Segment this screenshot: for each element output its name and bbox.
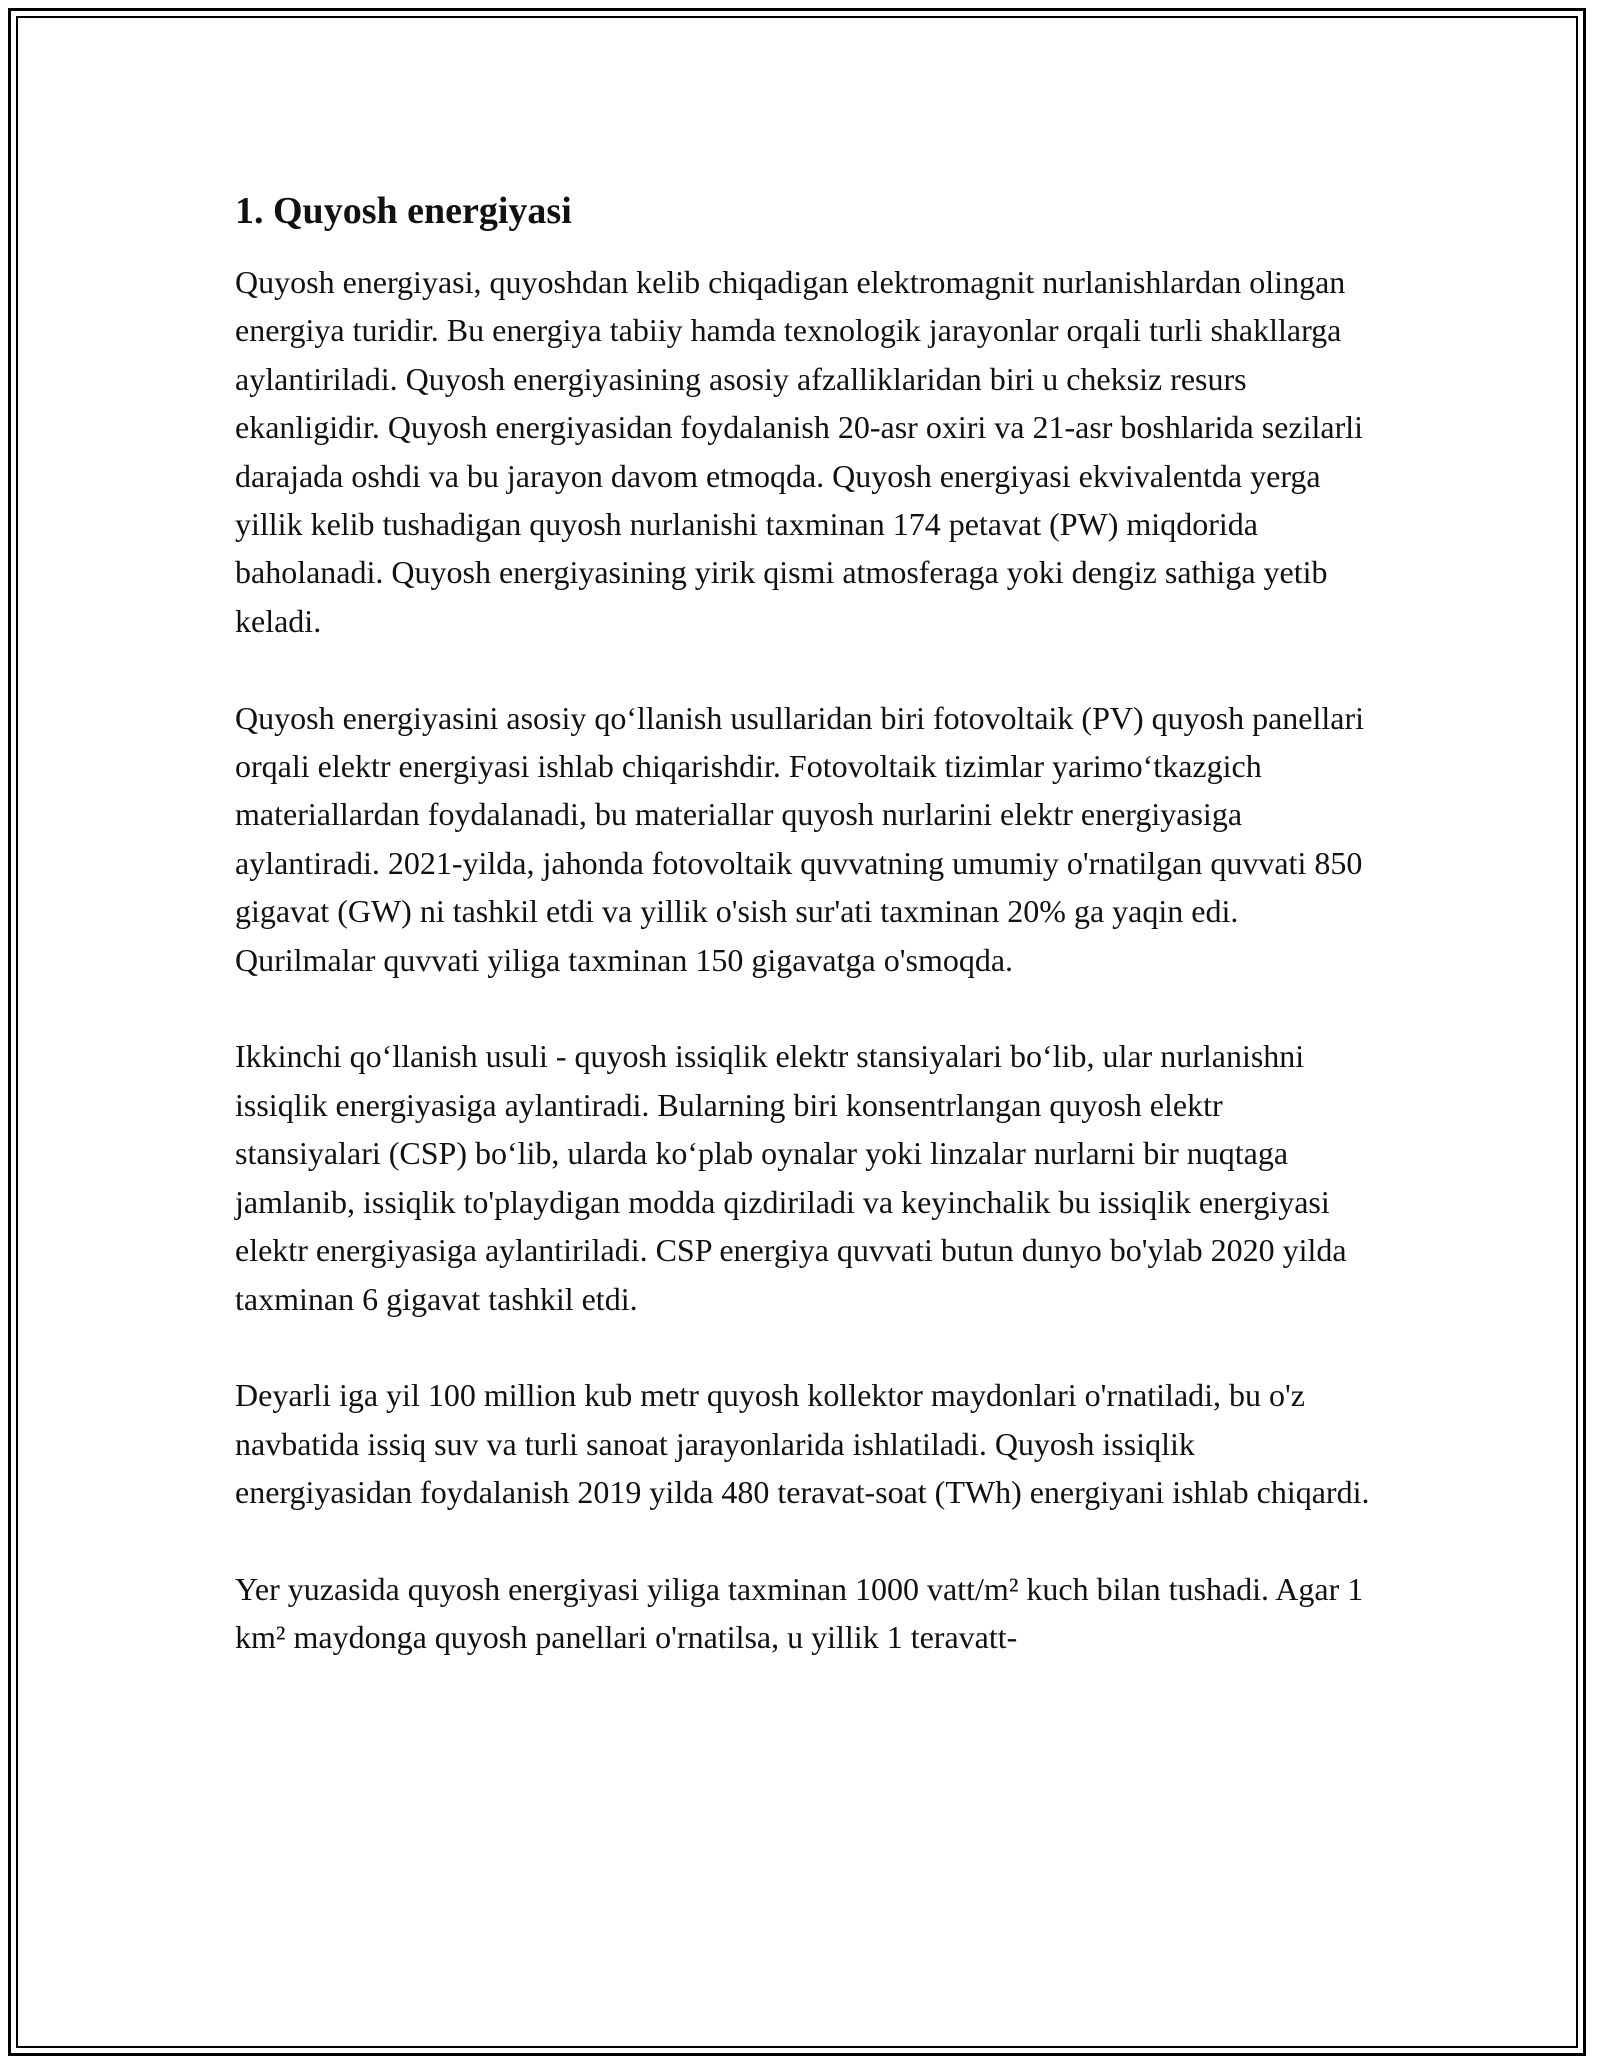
paragraph-thermal-csp: Ikkinchi qoʻllanish usuli - quyosh issiqlik elektr stansiyalari boʻlib, ular nurlanishni issiqlik energiyasiga aylantiradi. Bularning biri konsentrlangan quyosh elektr stansiyalari (CSP) boʻlib, ularda koʻplab oynalar yoki linzalar nurlarni bir nuqtaga jamlanib, issiqlik to'playdigan modda qizdiriladi va keyinchalik bu issiqlik energiyasi elektr energiyasiga aylantiriladi. CSP energiya quvvati butun dunyo bo'ylab 2020 yilda taxminan 6 gigavat tashkil etdi. (235, 1038, 1347, 1317)
paragraph-solar-intro: Quyosh energiyasi, quyoshdan kelib chiqadigan elektromagnit nurlanishlardan olingan energiya turidir. Bu energiya tabiiy hamda texnologik jarayonlar orqali turli shakllarga aylantiriladi. Quyosh energiyasining asosiy afzalliklaridan biri u cheksiz resurs ekanligidir. Quyosh energiyasidan foydalanish 20-asr oxiri va 21-asr boshlarida sezilarli darajada oshdi va bu jarayon davom etmoqda. Quyosh energiyasi ekvivalentda yerga yillik kelib tushadigan quyosh nurlanishi taxminan 174 petavat (PW) miqdorida baholanadi. Quyosh energiyasining yirik qismi atmosferaga yoki dengiz sathiga yetib keladi. (235, 264, 1363, 639)
paragraph-collectors: Deyarli iga yil 100 million kub metr quyosh kollektor maydonlari o'rnatiladi, bu o'z navbatida issiq suv va turli sanoat jarayonlarida ishlatiladi. Quyosh issiqlik energiyasidan foydalanish 2019 yilda 480 teravat-soat (TWh) energiyani ishlab chiqardi. (235, 1377, 1370, 1511)
section-heading: 1. Quyosh energiyasi (235, 190, 572, 232)
paragraph-photovoltaic: Quyosh energiyasini asosiy qoʻllanish usullaridan biri fotovoltaik (PV) quyosh panellari orqali elektr energiyasi ishlab chiqarishdir. Fotovoltaik tizimlar yarimoʻtkazgich materiallardan foydalanadi, bu materiallar quyosh nurlarini elektr energiyasiga aylantiradi. 2021-yilda, jahonda fotovoltaik quvvatning umumiy o'rnatilgan quvvati 850 gigavat (GW) ni tashkil etdi va yillik o'sish sur'ati taxminan 20% ga yaqin edi. Qurilmalar quvvati yiliga taxminan 150 gigavatga o'smoqda. (235, 699, 1365, 978)
paragraph-surface-power: Yer yuzasida quyosh energiyasi yiliga taxminan 1000 vatt/m² kuch bilan tushadi. Agar 1 km² maydonga quyosh panellari o'rnatilsa, u yillik 1 teravatt- (235, 1570, 1364, 1656)
document-body (235, 188, 1375, 1710)
